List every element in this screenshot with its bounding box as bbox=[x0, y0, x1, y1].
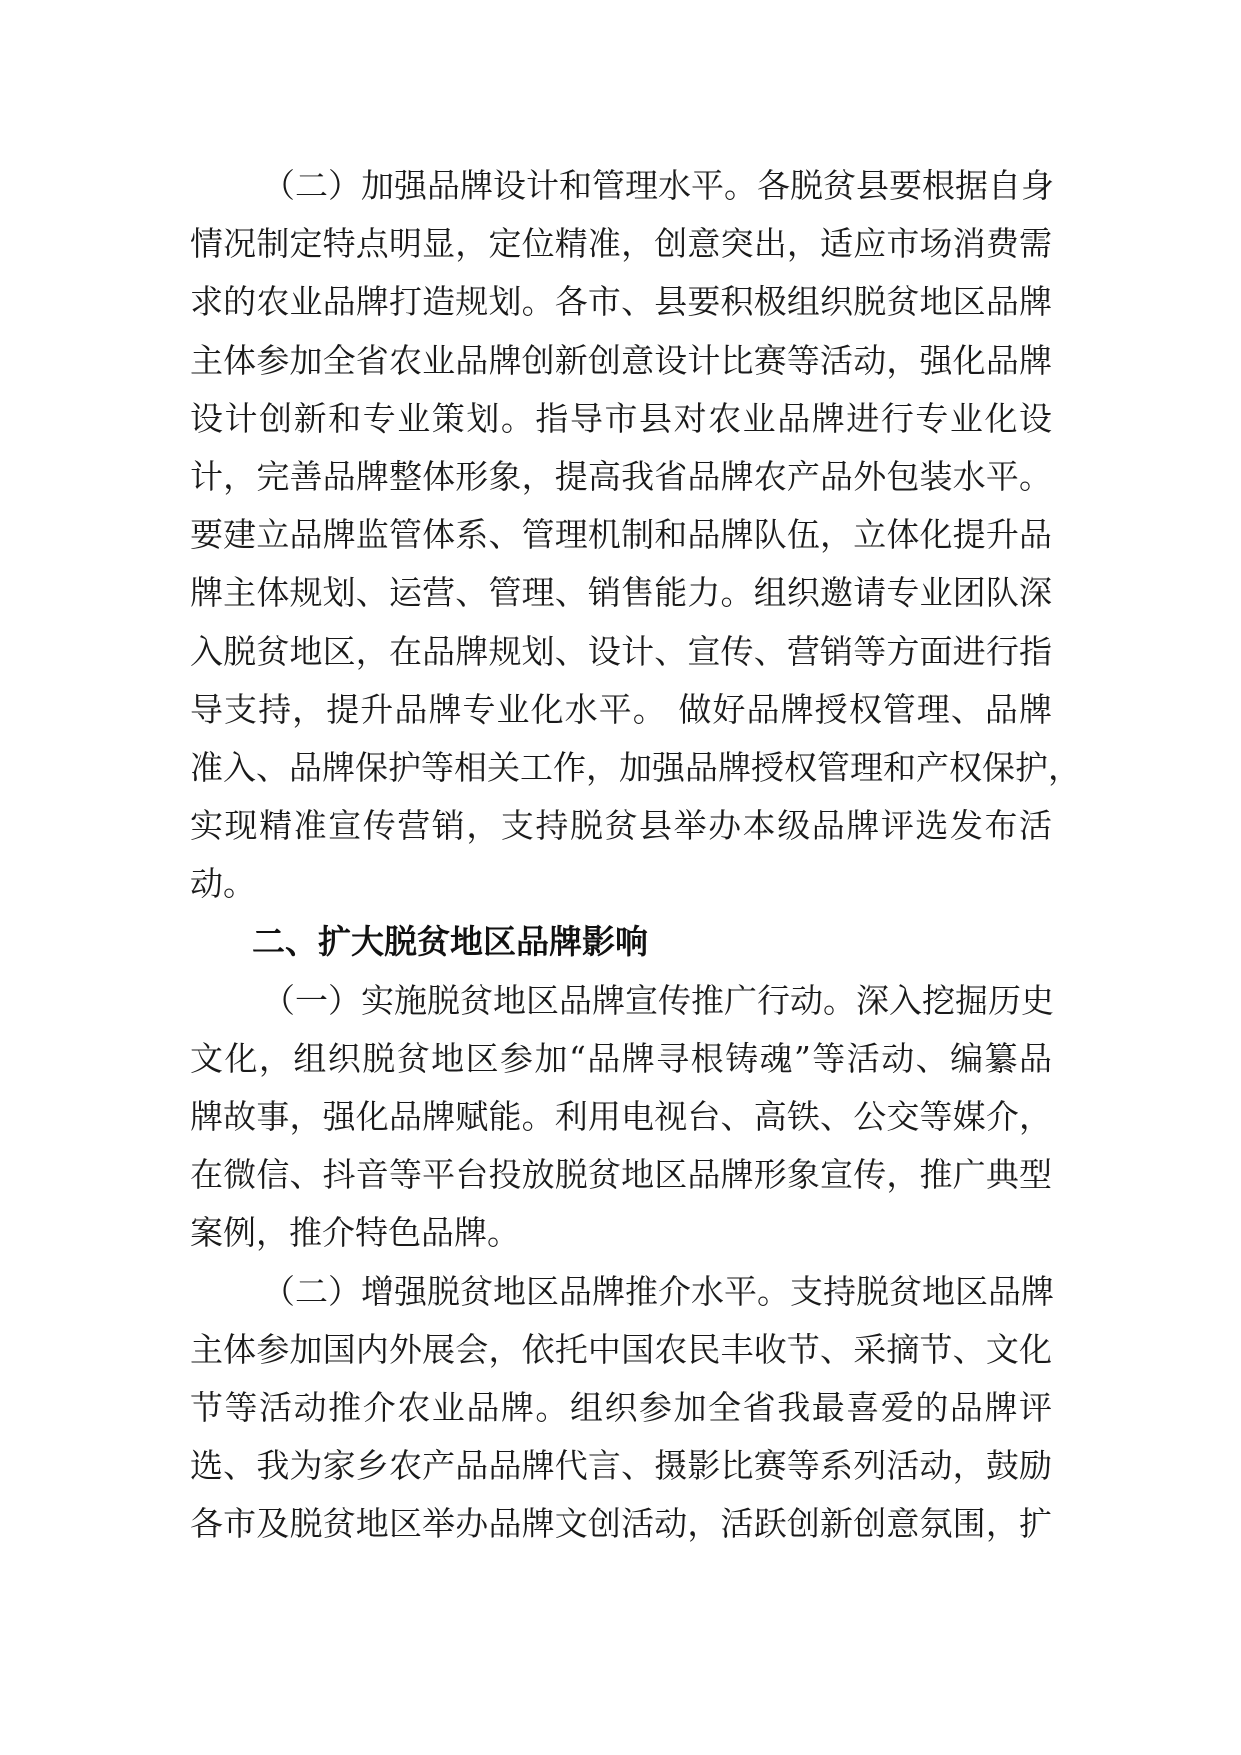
document-body bbox=[190, 157, 1081, 1554]
text-line: 案例，推介特色品牌。 bbox=[190, 1213, 520, 1253]
text-line: 准入、品牌保护等相关工作，加强品牌授权管理和产权保护， bbox=[190, 747, 1081, 787]
text-line: 主体参加全省农业品牌创新创意设计比赛等活动，强化品牌 bbox=[190, 340, 1052, 380]
text-line: （二）增强脱贫地区品牌推介水平。支持脱贫地区品牌 bbox=[262, 1271, 1054, 1311]
text-line: 在微信、抖音等平台投放脱贫地区品牌形象宣传，推广典型 bbox=[190, 1155, 1052, 1195]
text-line: 文化，组织脱贫地区参加“品牌寻根铸魂”等活动、编纂品 bbox=[190, 1038, 1052, 1078]
text-line: 入脱贫地区，在品牌规划、设计、宣传、营销等方面进行指 bbox=[190, 631, 1052, 671]
text-line: 牌主体规划、运营、管理、销售能力。组织邀请专业团队深 bbox=[190, 573, 1052, 613]
text-line: 动。 bbox=[190, 864, 256, 904]
text-line: 设计创新和专业策划。指导市县对农业品牌进行专业化设 bbox=[190, 398, 1052, 438]
text-line: 要建立品牌监管体系、管理机制和品牌队伍，立体化提升品 bbox=[190, 515, 1052, 555]
paragraph-brand-recommendation bbox=[190, 1263, 1052, 1554]
section-heading: 二、扩大脱贫地区品牌影响 bbox=[252, 922, 648, 962]
text-line: （一）实施脱贫地区品牌宣传推广行动。深入挖掘历史 bbox=[262, 980, 1054, 1020]
text-line: 导支持，提升品牌专业化水平。 做好品牌授权管理、品牌 bbox=[190, 689, 1052, 729]
text-line: 节等活动推介农业品牌。组织参加全省我最喜爱的品牌评 bbox=[190, 1387, 1052, 1427]
text-line: 实现精准宣传营销，支持脱贫县举办本级品牌评选发布活 bbox=[190, 806, 1052, 846]
text-line: 求的农业品牌打造规划。各市、县要积极组织脱贫地区品牌 bbox=[190, 282, 1052, 322]
text-line: 主体参加国内外展会，依托中国农民丰收节、采摘节、文化 bbox=[190, 1329, 1052, 1369]
text-line: 情况制定特点明显，定位精准，创意突出，适应市场消费需 bbox=[190, 224, 1052, 264]
text-line: 各市及脱贫地区举办品牌文创活动，活跃创新创意氛围，扩 bbox=[190, 1504, 1052, 1544]
paragraph-brand-design bbox=[190, 157, 1081, 913]
paragraph-brand-promotion bbox=[190, 972, 1052, 1263]
text-line: 计，完善品牌整体形象，提高我省品牌农产品外包装水平。 bbox=[190, 456, 1052, 496]
text-line: 选、我为家乡农产品品牌代言、摄影比赛等系列活动，鼓励 bbox=[190, 1446, 1052, 1486]
text-line: 牌故事，强化品牌赋能。利用电视台、高铁、公交等媒介， bbox=[190, 1097, 1052, 1136]
text-line: （二）加强品牌设计和管理水平。各脱贫县要根据自身 bbox=[262, 166, 1054, 205]
